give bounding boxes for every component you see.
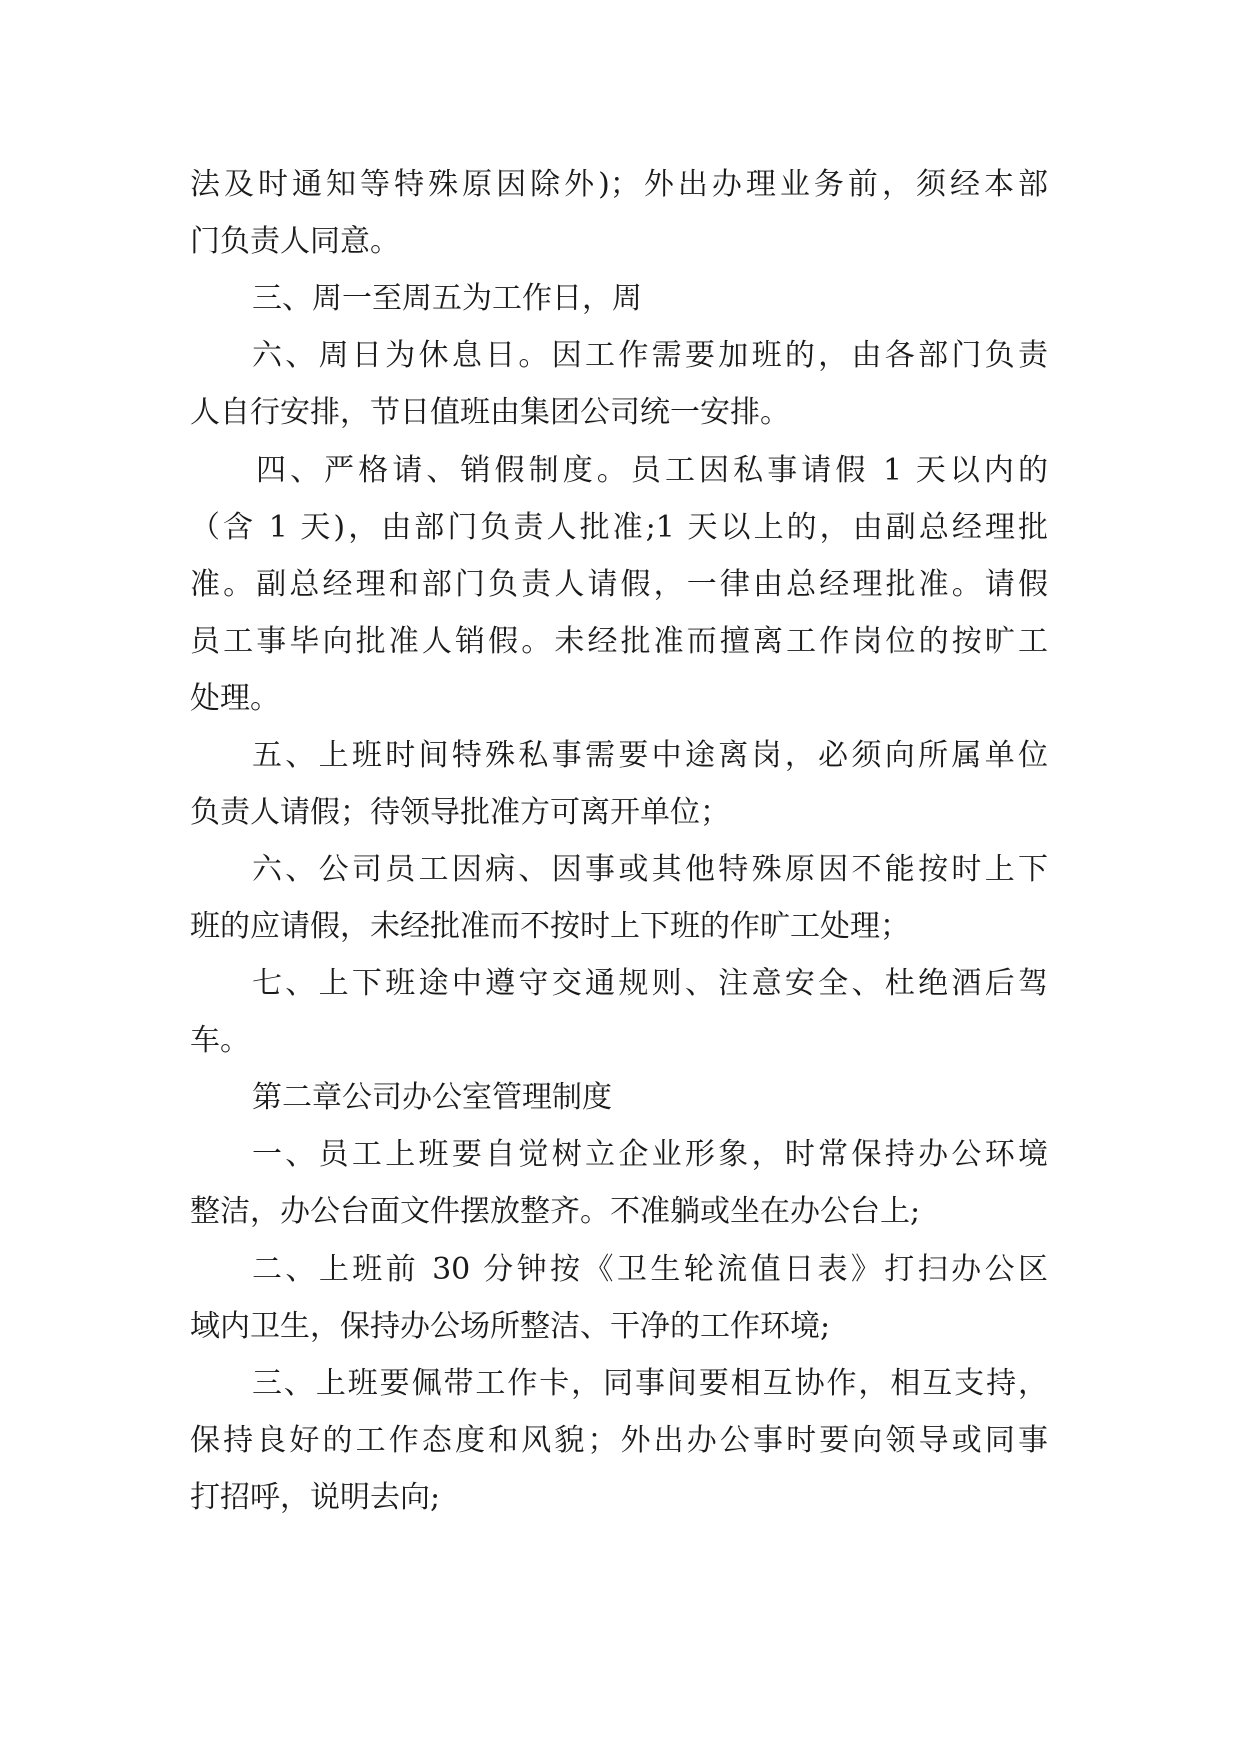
text-line-9: 员工事毕向批准人销假。未经批准而擅离工作岗位的按旷工 [190,624,1048,659]
text-line-23: 保持良好的工作态度和风貌；外出办公事时要向领导或同事 [190,1423,1048,1458]
text-line-6: 四、严格请、销假制度。员工因私事请假 1 天以内的 [256,453,1048,488]
text-line-8: 准。副总经理和部门负责人请假，一律由总经理批准。请假 [190,567,1048,602]
text-line-2: 门负责人同意。 [190,224,400,259]
text-line-4: 六、周日为休息日。因工作需要加班的，由各部门负责 [252,338,1048,373]
text-line-1: 法及时通知等特殊原因除外)；外出办理业务前，须经本部 [190,167,1048,202]
text-line-19: 整洁，办公台面文件摆放整齐。不准躺或坐在办公台上; [190,1194,921,1229]
text-line-3: 三、周一至周五为工作日，周 [252,281,642,316]
text-line-18: 一、员工上班要自觉树立企业形象，时常保持办公环境 [252,1137,1048,1172]
text-line-15: 七、上下班途中遵守交通规则、注意安全、杜绝酒后驾 [252,966,1048,1001]
text-line-13: 六、公司员工因病、因事或其他特殊原因不能按时上下 [252,852,1048,887]
text-line-7: （含 1 天)，由部门负责人批准;1 天以上的，由副总经理批 [190,510,1048,545]
text-line-10: 处理。 [190,681,280,716]
text-line-24: 打招呼，说明去向; [190,1480,441,1515]
text-line-12: 负责人请假；待领导批准方可离开单位； [190,795,730,830]
chapter-heading: 第二章公司办公室管理制度 [252,1080,612,1115]
text-line-5: 人自行安排，节日值班由集团公司统一安排。 [190,395,790,430]
text-line-22: 三、上班要佩带工作卡，同事间要相互协作，相互支持， [252,1366,1048,1401]
text-line-20: 二、上班前 30 分钟按《卫生轮流值日表》打扫办公区 [252,1252,1048,1287]
text-line-11: 五、上班时间特殊私事需要中途离岗，必须向所属单位 [252,738,1048,773]
text-line-16: 车。 [190,1023,250,1058]
text-line-14: 班的应请假，未经批准而不按时上下班的作旷工处理； [190,909,910,944]
text-line-21: 域内卫生，保持办公场所整洁、干净的工作环境; [190,1309,831,1344]
